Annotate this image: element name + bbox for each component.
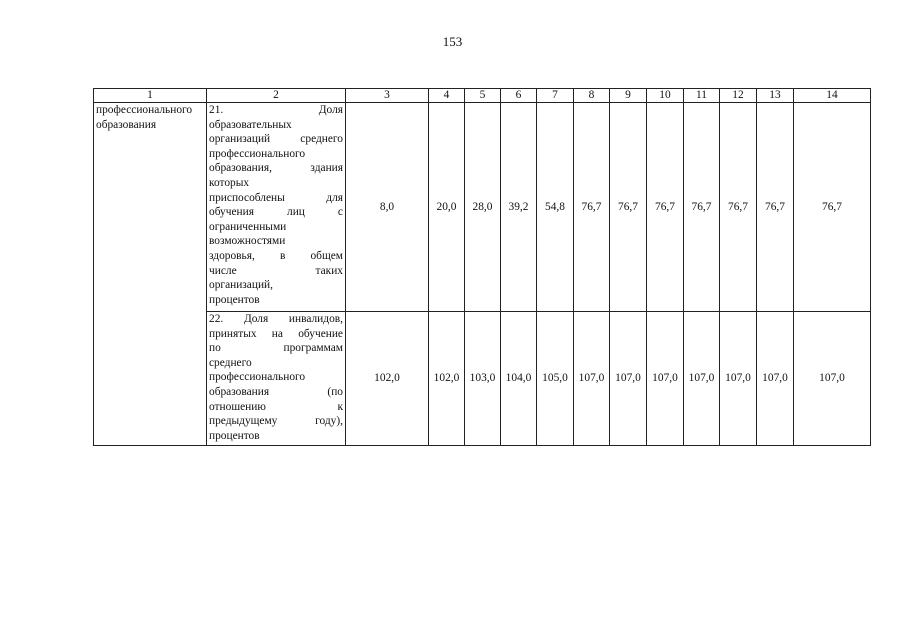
header-cell: 2: [207, 89, 346, 103]
indicator-line: предыдущему году),: [209, 415, 343, 428]
value-cell: 104,0: [501, 312, 537, 446]
header-cell: 8: [574, 89, 610, 103]
indicator-line: образования (по: [209, 385, 343, 398]
indicator-cell: [207, 312, 346, 446]
value-cell: 8,0: [346, 103, 429, 312]
indicator-line: приспособлены для: [209, 191, 343, 204]
value-cell: 76,7: [647, 103, 684, 312]
indicator-line: ограниченными: [209, 220, 287, 233]
indicator-line: профессионального: [209, 147, 306, 160]
value-cell: 76,7: [610, 103, 647, 312]
indicator-line: организаций среднего: [209, 133, 343, 146]
indicator-line: процентов: [209, 429, 260, 442]
header-cell: 12: [720, 89, 757, 103]
indicator-line: организаций,: [209, 279, 273, 292]
value-cell: 76,7: [794, 103, 871, 312]
value-cell: 107,0: [720, 312, 757, 446]
value-cell: 54,8: [537, 103, 574, 312]
header-cell: 11: [684, 89, 720, 103]
indicator-line: 21. Доля: [209, 104, 343, 116]
page-number: 153: [442, 34, 463, 49]
indicator-line: здоровья, в общем: [209, 249, 343, 262]
value-cell: 39,2: [501, 103, 537, 312]
indicator-line: образовательных: [209, 118, 292, 131]
value-cell: 103,0: [465, 312, 501, 446]
value-cell: 76,7: [720, 103, 757, 312]
indicator-line: образования, здания: [209, 162, 343, 175]
indicator-line: среднего: [209, 356, 252, 369]
value-cell: 107,0: [757, 312, 794, 446]
value-cell: 107,0: [647, 312, 684, 446]
value-cell: 107,0: [574, 312, 610, 446]
indicator-line: 22. Доля инвалидов,: [209, 313, 343, 325]
value-cell: 76,7: [684, 103, 720, 312]
header-cell: 5: [465, 89, 501, 103]
value-cell: 107,0: [794, 312, 871, 446]
header-cell: 9: [610, 89, 647, 103]
header-cell: 3: [346, 89, 429, 103]
value-cell: 76,7: [757, 103, 794, 312]
table-row: [94, 312, 871, 446]
value-cell: 20,0: [429, 103, 465, 312]
indicator-table: [93, 88, 871, 446]
header-cell: 7: [537, 89, 574, 103]
indicator-line: которых: [209, 176, 250, 189]
indicator-line: отношению к: [209, 400, 343, 413]
value-cell: 76,7: [574, 103, 610, 312]
indicator-line: обучения лиц с: [209, 206, 343, 219]
indicator-cell: [207, 103, 346, 312]
header-row: [94, 89, 871, 103]
header-cell: 14: [794, 89, 871, 103]
value-cell: 28,0: [465, 103, 501, 312]
indicator-line: по программам: [209, 342, 343, 355]
indicator-line: профессионального: [209, 371, 306, 384]
header-cell: 6: [501, 89, 537, 103]
indicator-line: процентов: [209, 293, 260, 306]
value-cell: 102,0: [346, 312, 429, 446]
header-cell: 10: [647, 89, 684, 103]
value-cell: 107,0: [610, 312, 647, 446]
value-cell: 105,0: [537, 312, 574, 446]
section-label: профессионального образования: [94, 103, 207, 446]
header-cell: 13: [757, 89, 794, 103]
header-cell: 1: [94, 89, 207, 103]
header-cell: 4: [429, 89, 465, 103]
indicator-line: принятых на обучение: [209, 327, 343, 340]
value-cell: 107,0: [684, 312, 720, 446]
value-cell: 102,0: [429, 312, 465, 446]
table-row: [94, 103, 871, 312]
indicator-line: числе таких: [209, 264, 343, 277]
indicator-line: возможностями: [209, 235, 286, 248]
